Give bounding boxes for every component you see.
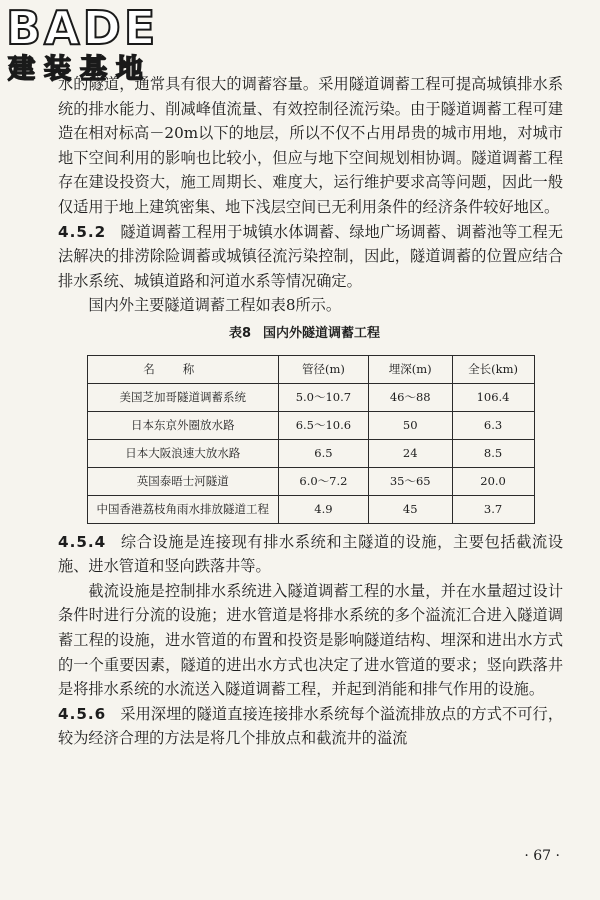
cell-length: 20.0 (452, 467, 534, 495)
cell-length: 6.3 (452, 411, 534, 439)
table-caption (58, 322, 563, 347)
paragraph-intercept-facilities: 截流设施是控制排水系统进入隧道调蓄工程的水量，并在水量超过设计条件时进行分流的设施；进水管道是将排水系统的多个溢流汇合进入隧道调蓄工程的设施，进水管道的布置和投资是影响隧道结构、埋深和进出水方式的一个重要因素，隧道的进出水方式也决定了进水管道的要求；竖向跌落井是将排水系统的水流送入隧道调蓄工程，并起到消能和排气作用的设施。 (58, 581, 563, 699)
table-row (87, 439, 534, 467)
cell-name: 中国香港荔枝角雨水排放隧道工程 (87, 495, 279, 523)
cell-name: 英国泰晤士河隧道 (87, 467, 279, 495)
clause-number: 4.5.6 (58, 704, 107, 723)
table-row (87, 411, 534, 439)
cell-name: 日本大阪浪速大放水路 (87, 439, 279, 467)
cell-depth: 46～88 (368, 383, 452, 411)
clause-text: 采用深埋的隧道直接连接排水系统每个溢流排放点的方式不可行，较为经济合理的方法是将几个排放点和截流井的溢流 (58, 704, 563, 748)
cell-depth: 50 (368, 411, 452, 439)
cell-depth: 35～65 (368, 467, 452, 495)
clause-4-5-2 (58, 220, 563, 294)
cell-diameter: 6.0～7.2 (279, 467, 369, 495)
logo-subtitle: 建装基地 (8, 54, 152, 85)
header-length: 全长(km) (452, 355, 534, 383)
table-header-row (87, 355, 534, 383)
cell-name: 美国芝加哥隧道调蓄系统 (87, 383, 279, 411)
header-name: 名称 (87, 355, 279, 383)
logo-wordmark: BADE (6, 1, 159, 55)
cell-length: 3.7 (452, 495, 534, 523)
table-row (87, 467, 534, 495)
cell-diameter: 4.9 (279, 495, 369, 523)
clause-text: 综合设施是连接现有排水系统和主隧道的设施，主要包括截流设施、进水管道和竖向跌落井等。 (58, 532, 563, 576)
cell-depth: 45 (368, 495, 452, 523)
cell-diameter: 6.5～10.6 (279, 411, 369, 439)
paragraph-tunnel-capacity: 水的隧道，通常具有很大的调蓄容量。采用隧道调蓄工程可提高城镇排水系统的排水能力、削减峰值流量、有效控制径流污染。由于隧道调蓄工程可建造在相对标高－20m以下的地层，所以不仅不占用昂贵的城市用地，对城市地下空间利用的影响也比较小，但应与地下空间规划相协调。隧道调蓄工程存在建设投资大，施工周期长、难度大，运行维护要求高等问题，因此一般仅适用于地上建筑密集、地下浅层空间已无利用条件的经济条件较好地区。 (58, 75, 563, 216)
table-title: 国内外隧道调蓄工程 (263, 325, 381, 341)
cell-length: 8.5 (452, 439, 534, 467)
clause-number: 4.5.4 (58, 532, 107, 551)
cell-diameter: 6.5 (279, 439, 369, 467)
page-body (58, 72, 563, 751)
header-depth: 埋深(m) (368, 355, 452, 383)
cell-diameter: 5.0～10.7 (279, 383, 369, 411)
header-diameter: 管径(m) (279, 355, 369, 383)
table-intro: 国内外主要隧道调蓄工程如表8所示。 (88, 296, 342, 315)
page-number: · 67 · (524, 848, 560, 864)
cell-depth: 24 (368, 439, 452, 467)
clause-4-5-4 (58, 530, 563, 579)
clause-text: 隧道调蓄工程用于城镇水体调蓄、绿地广场调蓄、调蓄池等工程无法解决的排涝除险调蓄或城镇径流污染控制，因此，隧道调蓄的位置应结合排水系统、城镇道路和河道水系等情况确定。 (58, 222, 563, 290)
cell-name: 日本东京外圈放水路 (87, 411, 279, 439)
cell-length: 106.4 (452, 383, 534, 411)
tunnel-storage-table (87, 355, 535, 524)
table-row (87, 383, 534, 411)
clause-number: 4.5.2 (58, 222, 107, 241)
clause-4-5-6 (58, 702, 563, 751)
table-label: 表8 (228, 325, 252, 341)
table-row (87, 495, 534, 523)
